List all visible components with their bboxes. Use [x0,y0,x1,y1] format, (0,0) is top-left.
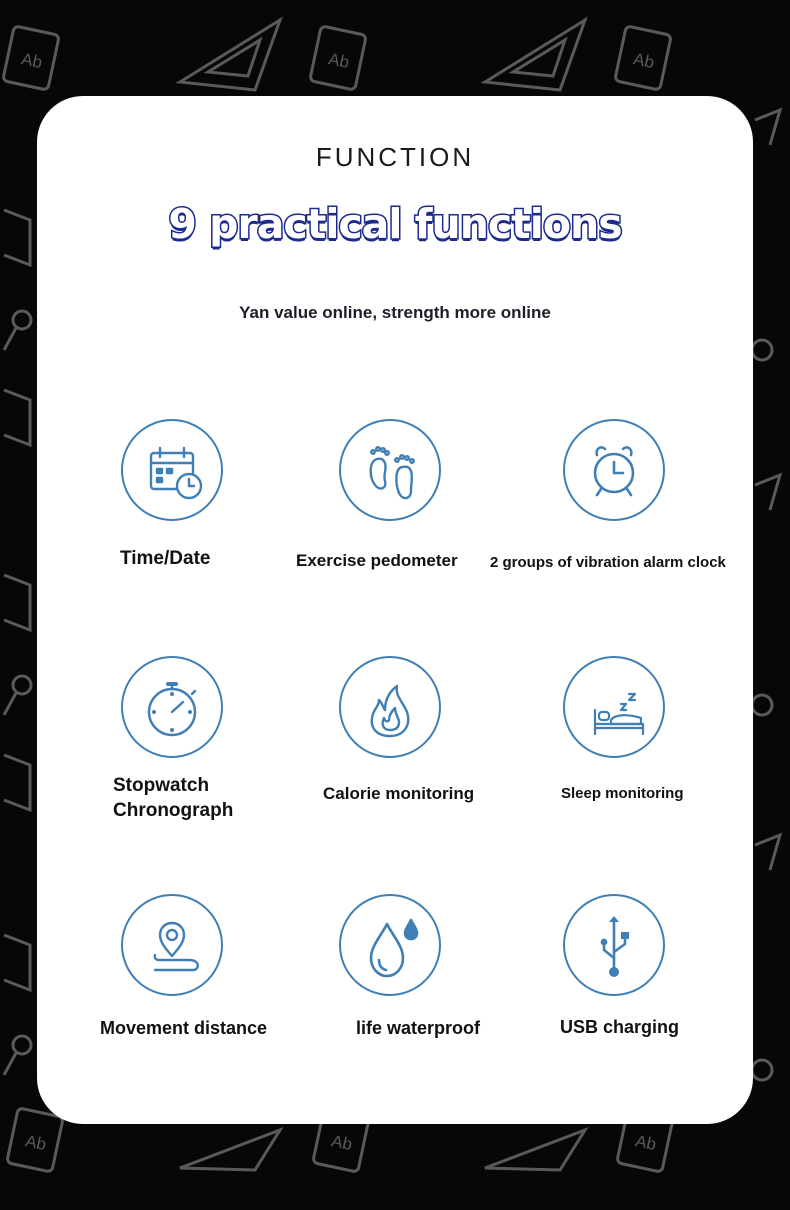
svg-text:Ab: Ab [329,1131,354,1155]
svg-text:Ab: Ab [326,49,351,73]
footprints-icon [339,419,441,521]
sleeping-bed-icon [563,656,665,758]
feature-label-stopwatch [113,773,233,823]
feature-label-distance: Movement distance [100,1018,268,1038]
triangle-ruler-icon [180,20,280,90]
water-drops-icon [339,894,441,996]
alarm-clock-icon [563,419,665,521]
svg-text:Ab: Ab [23,1131,48,1155]
feature-label-waterproof: life waterproof [356,1018,481,1038]
feature-label-time-date: Time/Date [120,548,211,569]
subtitle: Yan value online, strength more online [239,303,551,322]
triangle-ruler-icon [485,20,585,90]
calendar-clock-icon [121,419,223,521]
ab-book-icon [310,26,367,90]
svg-text:Ab: Ab [19,49,44,73]
ab-book-icon [7,1108,64,1172]
feature-label-stopwatch-line2: Chronograph [113,800,234,821]
location-pin-icon [121,894,223,996]
flame-icon [339,656,441,758]
feature-label-calorie: Calorie monitoring [323,784,475,803]
usb-icon [563,894,665,996]
section-label: FUNCTION [315,142,475,172]
svg-text:Ab: Ab [633,1131,658,1155]
feature-label-stopwatch-line1: Stopwatch [113,775,210,796]
page-title: 9 practical functions [168,200,622,248]
ab-book-icon [615,26,672,90]
feature-label-pedometer: Exercise pedometer [296,551,458,570]
stopwatch-icon [121,656,223,758]
triangle-ruler-icon [485,1130,585,1170]
svg-text:Ab: Ab [631,49,656,73]
triangle-ruler-icon [180,1130,280,1170]
ab-book-icon [3,26,60,90]
feature-label-usb: USB charging [560,1017,680,1037]
feature-label-alarm-clock: 2 groups of vibration alarm clock [490,554,726,571]
feature-label-sleep: Sleep monitoring [561,785,684,802]
